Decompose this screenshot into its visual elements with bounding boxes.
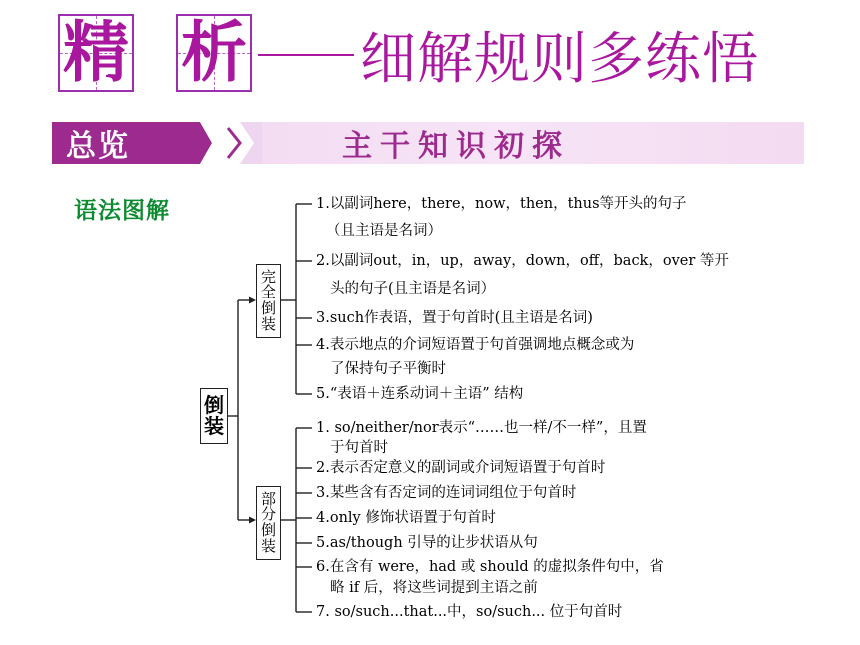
title-char-1: 精	[63, 14, 129, 91]
partial-item-1: 1. so/neither/nor表示“……也一样/不一样”，且置	[316, 420, 647, 436]
partial-item-1-cont: 于句首时	[330, 440, 388, 456]
partial-item-5: 5.as/though 引导的让步状语从句	[316, 535, 538, 551]
partial-item-3: 3.某些含有否定词的连词词组位于句首时	[316, 485, 577, 501]
partial-char-4: 装	[260, 536, 276, 555]
full-char-3: 倒	[260, 299, 276, 317]
root-char-1: 倒	[204, 393, 224, 417]
full-item-4: 4.表示地点的介词短语置于句首强调地点概念或为	[316, 337, 635, 353]
full-char-2: 全	[260, 283, 276, 302]
full-item-1-cont: （且主语是名词）	[326, 223, 442, 239]
partial-item-6: 6.在含有 were，had 或 should 的虚拟条件句中，省	[316, 559, 664, 575]
section-label: 语法图解	[74, 198, 170, 224]
root-char-2: 装	[204, 414, 224, 438]
full-item-3: 3.such作表语，置于句首时(且主语是名词)	[316, 310, 593, 326]
title-char-2: 析	[181, 14, 247, 91]
title-grid-char-1	[58, 14, 134, 92]
partial-item-7: 7. so/such...that...中，so/such... 位于句首时	[316, 604, 623, 620]
banner-tag-text: 总览	[66, 129, 130, 164]
partial-char-3: 倒	[260, 521, 276, 539]
partial-item-6-cont: 略 if 后，将这些词提到主语之前	[330, 580, 538, 596]
full-item-2: 2.以副词out，in，up，away，down，off，back，over 等开	[316, 253, 729, 269]
node-full-inversion	[256, 264, 281, 338]
partial-char-1: 部	[260, 489, 276, 508]
full-item-1: 1.以副词here，there，now，then，thus等开头的句子	[316, 196, 687, 212]
full-char-4: 装	[260, 314, 276, 333]
title-rest-text: 细解规则多练悟	[360, 27, 759, 92]
title-grid-char-2	[176, 14, 252, 92]
full-item-2-cont: 头的句子(且主语是名词）	[330, 281, 496, 297]
partial-item-4: 4.only 修饰状语置于句首时	[316, 510, 496, 526]
full-char-1: 完	[260, 267, 276, 286]
partial-item-2: 2.表示否定意义的副词或介词短语置于句首时	[316, 460, 606, 476]
full-item-5: 5.“表语＋连系动词＋主语” 结构	[316, 386, 524, 402]
full-item-4-cont: 了保持句子平衡时	[330, 361, 446, 377]
partial-char-2: 分	[260, 505, 276, 524]
banner-title-text: 主干知识初探	[342, 129, 570, 164]
node-partial-inversion	[256, 486, 281, 560]
root-node-inversion	[200, 388, 228, 444]
